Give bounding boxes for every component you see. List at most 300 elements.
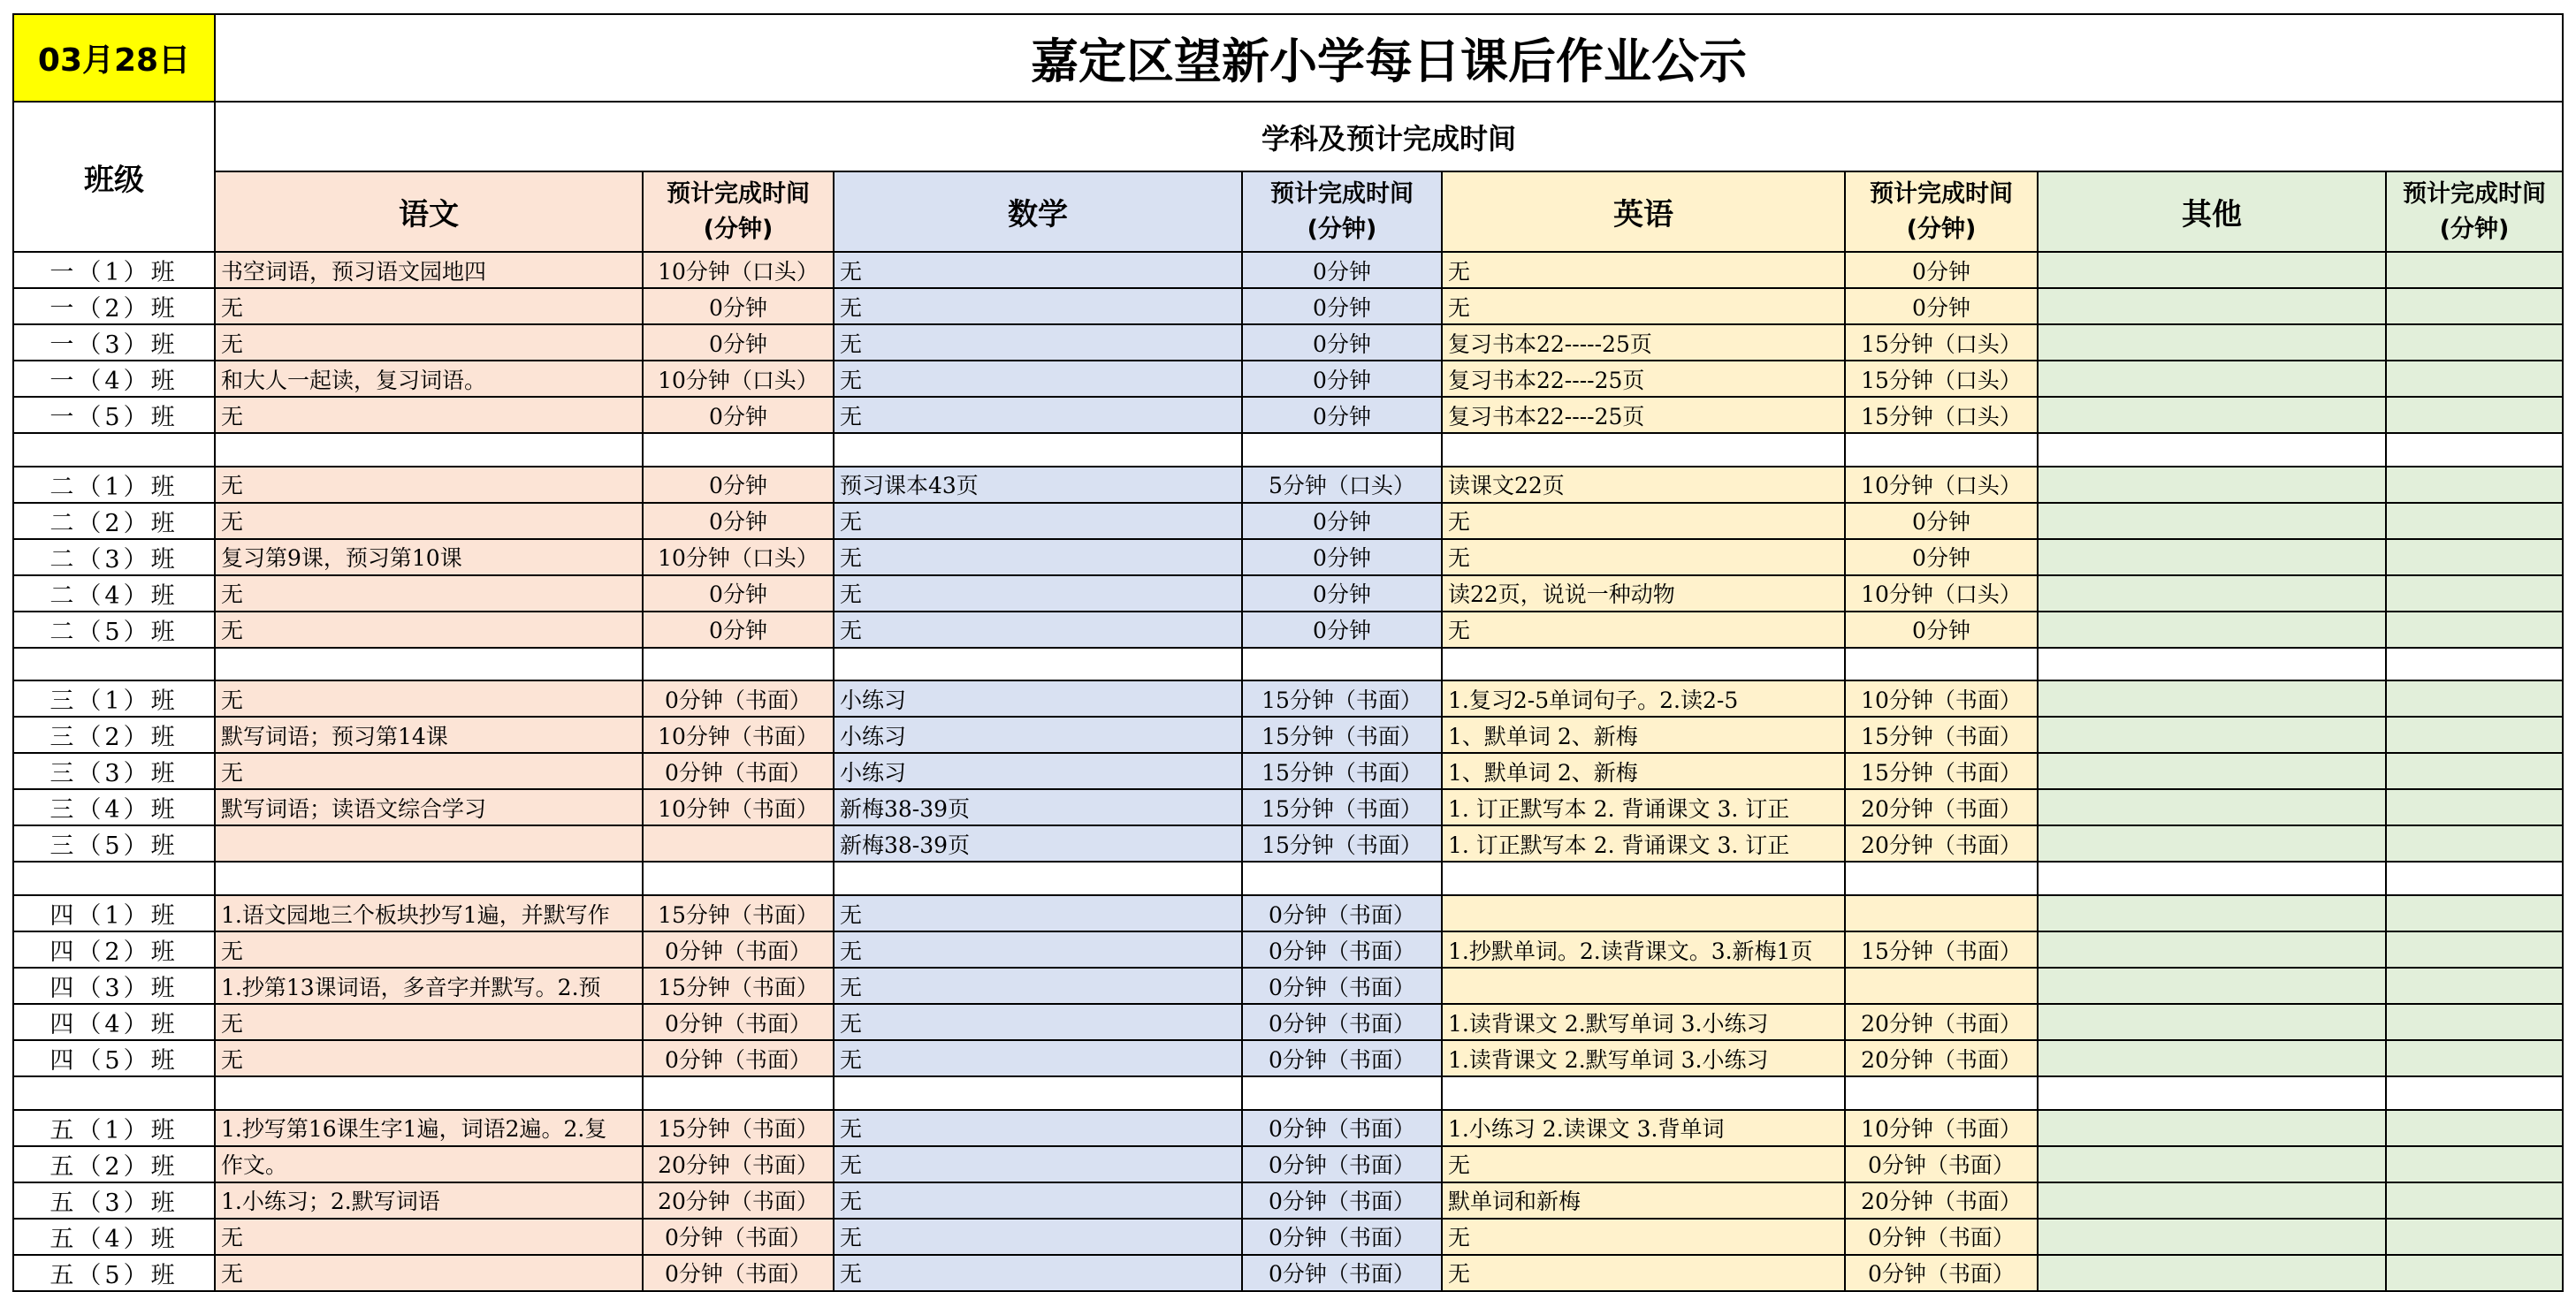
spacer-cell	[643, 433, 834, 467]
english-time-cell	[1845, 895, 2038, 931]
math-homework-cell: 无	[834, 1004, 1242, 1040]
other-time-cell	[2386, 1219, 2563, 1255]
chinese-time-cell: 0分钟（书面）	[643, 680, 834, 717]
other-time-cell	[2386, 680, 2563, 717]
math-time-cell: 0分钟（书面）	[1242, 1040, 1442, 1076]
class-name-cell: 五（3）班	[13, 1182, 215, 1219]
class-name-cell: 四（5）班	[13, 1040, 215, 1076]
homework-table	[12, 13, 2564, 1292]
other-homework-cell	[2038, 361, 2386, 397]
english-time-cell: 0分钟	[1845, 612, 2038, 648]
table-row	[13, 789, 2563, 825]
english-time-cell: 10分钟（书面）	[1845, 1110, 2038, 1146]
english-homework-cell: 1、默单词 2、新梅	[1442, 717, 1845, 753]
other-homework-cell	[2038, 1004, 2386, 1040]
chinese-time-cell: 0分钟	[643, 397, 834, 433]
grade-spacer-row	[13, 433, 2563, 467]
math-homework-cell: 小练习	[834, 680, 1242, 717]
chinese-time-cell: 0分钟（书面）	[643, 1255, 834, 1291]
math-time-cell: 0分钟（书面）	[1242, 1004, 1442, 1040]
chinese-homework-cell: 无	[215, 503, 643, 539]
english-time-cell: 0分钟（书面）	[1845, 1255, 2038, 1291]
spacer-cell	[2386, 648, 2563, 681]
grade-spacer-row	[13, 1076, 2563, 1110]
spacer-cell	[1845, 648, 2038, 681]
english-time-cell: 10分钟（口头）	[1845, 575, 2038, 612]
english-homework-cell: 复习书本22----25页	[1442, 361, 1845, 397]
other-homework-cell	[2038, 1182, 2386, 1219]
math-time-cell: 15分钟（书面）	[1242, 789, 1442, 825]
math-time-cell: 0分钟	[1242, 612, 1442, 648]
other-homework-cell	[2038, 575, 2386, 612]
english-homework-cell: 无	[1442, 252, 1845, 288]
table-row	[13, 1146, 2563, 1182]
chinese-homework-cell: 无	[215, 1040, 643, 1076]
chinese-homework-cell: 默写词语；预习第14课	[215, 717, 643, 753]
chinese-homework-cell: 无	[215, 1004, 643, 1040]
math-time-cell: 0分钟	[1242, 397, 1442, 433]
other-homework-cell	[2038, 968, 2386, 1004]
math-homework-cell: 无	[834, 252, 1242, 288]
spacer-cell	[1442, 433, 1845, 467]
table-row	[13, 1182, 2563, 1219]
english-time-cell: 0分钟（书面）	[1845, 1219, 2038, 1255]
other-homework-cell	[2038, 717, 2386, 753]
math-homework-cell: 无	[834, 1040, 1242, 1076]
math-homework-cell: 新梅38-39页	[834, 789, 1242, 825]
english-time-cell: 20分钟（书面）	[1845, 1004, 2038, 1040]
spacer-cell	[1442, 1076, 1845, 1110]
class-name-cell: 四（3）班	[13, 968, 215, 1004]
chinese-homework-cell	[215, 825, 643, 862]
spacer-cell	[13, 433, 215, 467]
chinese-time-cell: 15分钟（书面）	[643, 895, 834, 931]
math-homework-cell: 无	[834, 1146, 1242, 1182]
spacer-cell	[1242, 862, 1442, 895]
english-time-cell: 0分钟	[1845, 503, 2038, 539]
time-header-line2: (分钟)	[2439, 215, 2510, 243]
english-homework-cell: 1.复习2-5单词句子。2.读2-5	[1442, 680, 1845, 717]
table-row	[13, 895, 2563, 931]
spacer-cell	[215, 648, 643, 681]
table-row	[13, 612, 2563, 648]
other-homework-cell	[2038, 288, 2386, 324]
spacer-cell	[834, 648, 1242, 681]
english-homework-cell: 无	[1442, 1255, 1845, 1291]
spacer-cell	[13, 862, 215, 895]
other-time-cell	[2386, 1110, 2563, 1146]
other-time-cell	[2386, 612, 2563, 648]
math-homework-cell: 无	[834, 397, 1242, 433]
time-header-line2: (分钟)	[1906, 215, 1977, 243]
spacer-cell	[643, 648, 834, 681]
table-row	[13, 968, 2563, 1004]
other-homework-cell	[2038, 789, 2386, 825]
table-row	[13, 467, 2563, 503]
class-name-cell: 二（1）班	[13, 467, 215, 503]
table-row	[13, 324, 2563, 361]
spacer-cell	[215, 433, 643, 467]
other-homework-cell	[2038, 895, 2386, 931]
table-row	[13, 288, 2563, 324]
table-row	[13, 252, 2563, 288]
chinese-time-cell: 10分钟（口头）	[643, 539, 834, 575]
other-time-cell	[2386, 825, 2563, 862]
chinese-time-cell: 0分钟	[643, 612, 834, 648]
spacer-cell	[215, 1076, 643, 1110]
chinese-time-cell: 20分钟（书面）	[643, 1146, 834, 1182]
english-homework-cell: 无	[1442, 612, 1845, 648]
math-time-cell: 0分钟（书面）	[1242, 1182, 1442, 1219]
other-time-cell	[2386, 467, 2563, 503]
english-time-cell: 10分钟（书面）	[1845, 680, 2038, 717]
table-row	[13, 717, 2563, 753]
english-time-cell: 15分钟（口头）	[1845, 361, 2038, 397]
math-homework-cell: 无	[834, 1219, 1242, 1255]
english-time-cell	[1845, 968, 2038, 1004]
date-cell: 03月28日	[13, 14, 215, 102]
class-name-cell: 一（5）班	[13, 397, 215, 433]
other-column-header: 其他	[2038, 171, 2386, 252]
math-homework-cell: 无	[834, 1255, 1242, 1291]
math-time-cell: 15分钟（书面）	[1242, 825, 1442, 862]
math-time-cell: 0分钟	[1242, 324, 1442, 361]
other-homework-cell	[2038, 397, 2386, 433]
other-time-cell	[2386, 575, 2563, 612]
spacer-cell	[2038, 862, 2386, 895]
subject-header: 学科及预计完成时间	[215, 102, 2563, 171]
class-name-cell: 二（2）班	[13, 503, 215, 539]
other-time-column-header	[2386, 171, 2563, 252]
english-time-cell: 15分钟（书面）	[1845, 931, 2038, 968]
other-time-cell	[2386, 717, 2563, 753]
class-name-cell: 一（4）班	[13, 361, 215, 397]
class-name-cell: 一（2）班	[13, 288, 215, 324]
chinese-time-column-header	[643, 171, 834, 252]
other-time-cell	[2386, 1004, 2563, 1040]
other-time-cell	[2386, 968, 2563, 1004]
english-homework-cell: 无	[1442, 503, 1845, 539]
class-name-cell: 三（4）班	[13, 789, 215, 825]
math-time-cell: 0分钟	[1242, 288, 1442, 324]
math-homework-cell: 无	[834, 539, 1242, 575]
table-row	[13, 1219, 2563, 1255]
english-time-cell: 20分钟（书面）	[1845, 1040, 2038, 1076]
math-time-cell: 0分钟	[1242, 361, 1442, 397]
other-time-cell	[2386, 895, 2563, 931]
chinese-time-cell: 0分钟（书面）	[643, 1219, 834, 1255]
spacer-cell	[1242, 1076, 1442, 1110]
class-name-cell: 五（1）班	[13, 1110, 215, 1146]
chinese-time-cell: 0分钟	[643, 467, 834, 503]
spacer-cell	[2386, 433, 2563, 467]
chinese-time-cell: 0分钟（书面）	[643, 931, 834, 968]
class-name-cell: 三（3）班	[13, 753, 215, 789]
math-homework-cell: 新梅38-39页	[834, 825, 1242, 862]
chinese-time-cell	[643, 825, 834, 862]
other-homework-cell	[2038, 1110, 2386, 1146]
chinese-homework-cell: 1.抄写第16课生字1遍，词语2遍。2.复	[215, 1110, 643, 1146]
math-homework-cell: 无	[834, 968, 1242, 1004]
spacer-cell	[1845, 862, 2038, 895]
english-homework-cell: 1.抄默单词。2.读背课文。3.新梅1页	[1442, 931, 1845, 968]
spacer-cell	[643, 1076, 834, 1110]
class-name-cell: 三（1）班	[13, 680, 215, 717]
other-homework-cell	[2038, 931, 2386, 968]
spacer-cell	[2386, 1076, 2563, 1110]
chinese-homework-cell: 无	[215, 753, 643, 789]
spacer-cell	[1242, 433, 1442, 467]
chinese-homework-cell: 默写词语；读语文综合学习	[215, 789, 643, 825]
spacer-cell	[1442, 648, 1845, 681]
other-homework-cell	[2038, 753, 2386, 789]
table-row	[13, 1004, 2563, 1040]
math-time-cell: 15分钟（书面）	[1242, 753, 1442, 789]
chinese-homework-cell: 1.小练习；2.默写词语	[215, 1182, 643, 1219]
chinese-time-cell: 0分钟（书面）	[643, 1004, 834, 1040]
chinese-homework-cell: 无	[215, 931, 643, 968]
english-homework-cell: 无	[1442, 288, 1845, 324]
class-name-cell: 五（4）班	[13, 1219, 215, 1255]
chinese-homework-cell: 作文。	[215, 1146, 643, 1182]
time-header-line1: 预计完成时间	[667, 179, 810, 208]
math-homework-cell: 无	[834, 575, 1242, 612]
math-homework-cell: 无	[834, 288, 1242, 324]
english-homework-cell	[1442, 895, 1845, 931]
english-homework-cell: 无	[1442, 539, 1845, 575]
table-row	[13, 1110, 2563, 1146]
spacer-cell	[643, 862, 834, 895]
english-homework-cell: 读22页，说说一种动物	[1442, 575, 1845, 612]
class-column-header: 班级	[13, 102, 215, 252]
other-time-cell	[2386, 1255, 2563, 1291]
math-homework-cell: 无	[834, 1110, 1242, 1146]
math-homework-cell: 无	[834, 895, 1242, 931]
class-name-cell: 三（2）班	[13, 717, 215, 753]
math-time-cell: 0分钟	[1242, 252, 1442, 288]
math-time-cell: 0分钟（书面）	[1242, 1110, 1442, 1146]
math-time-cell: 0分钟（书面）	[1242, 1146, 1442, 1182]
other-time-cell	[2386, 1182, 2563, 1219]
chinese-time-cell: 0分钟（书面）	[643, 753, 834, 789]
math-time-cell: 0分钟（书面）	[1242, 931, 1442, 968]
english-time-cell: 0分钟	[1845, 539, 2038, 575]
class-name-cell: 二（4）班	[13, 575, 215, 612]
chinese-time-cell: 0分钟（书面）	[643, 1040, 834, 1076]
grade-spacer-row	[13, 862, 2563, 895]
other-homework-cell	[2038, 324, 2386, 361]
chinese-time-cell: 0分钟	[643, 324, 834, 361]
chinese-homework-cell: 无	[215, 1219, 643, 1255]
english-column-header: 英语	[1442, 171, 1845, 252]
other-homework-cell	[2038, 252, 2386, 288]
other-time-cell	[2386, 789, 2563, 825]
chinese-homework-cell: 书空词语，预习语文园地四	[215, 252, 643, 288]
math-homework-cell: 无	[834, 1182, 1242, 1219]
chinese-homework-cell: 无	[215, 612, 643, 648]
class-name-cell: 一（1）班	[13, 252, 215, 288]
english-homework-cell: 默单词和新梅	[1442, 1182, 1845, 1219]
class-name-cell: 二（3）班	[13, 539, 215, 575]
english-homework-cell: 1. 订正默写本 2. 背诵课文 3. 订正	[1442, 825, 1845, 862]
english-time-cell: 10分钟（口头）	[1845, 467, 2038, 503]
class-name-cell: 四（1）班	[13, 895, 215, 931]
spacer-cell	[2038, 648, 2386, 681]
table-row	[13, 539, 2563, 575]
english-homework-cell	[1442, 968, 1845, 1004]
chinese-time-cell: 15分钟（书面）	[643, 1110, 834, 1146]
other-homework-cell	[2038, 612, 2386, 648]
other-homework-cell	[2038, 503, 2386, 539]
other-homework-cell	[2038, 1255, 2386, 1291]
chinese-homework-cell: 复习第9课，预习第10课	[215, 539, 643, 575]
math-homework-cell: 无	[834, 503, 1242, 539]
time-header-line2: (分钟)	[703, 215, 774, 243]
english-time-cell: 15分钟（书面）	[1845, 753, 2038, 789]
class-name-cell: 三（5）班	[13, 825, 215, 862]
english-time-cell: 15分钟（口头）	[1845, 324, 2038, 361]
spacer-cell	[2038, 433, 2386, 467]
table-row	[13, 361, 2563, 397]
chinese-time-cell: 10分钟（口头）	[643, 252, 834, 288]
math-homework-cell: 小练习	[834, 753, 1242, 789]
other-time-cell	[2386, 397, 2563, 433]
english-homework-cell: 复习书本22-----25页	[1442, 324, 1845, 361]
spacer-cell	[834, 1076, 1242, 1110]
chinese-time-cell: 0分钟	[643, 503, 834, 539]
chinese-homework-cell: 无	[215, 680, 643, 717]
math-homework-cell: 无	[834, 361, 1242, 397]
math-time-cell: 0分钟（书面）	[1242, 895, 1442, 931]
table-row	[13, 397, 2563, 433]
math-time-cell: 15分钟（书面）	[1242, 717, 1442, 753]
class-name-cell: 五（2）班	[13, 1146, 215, 1182]
math-homework-cell: 预习课本43页	[834, 467, 1242, 503]
spacer-cell	[2386, 862, 2563, 895]
chinese-time-cell: 15分钟（书面）	[643, 968, 834, 1004]
time-header-line2: (分钟)	[1307, 215, 1377, 243]
grade-spacer-row	[13, 648, 2563, 681]
math-time-cell: 15分钟（书面）	[1242, 680, 1442, 717]
time-header-line1: 预计完成时间	[2403, 179, 2546, 208]
math-homework-cell: 无	[834, 931, 1242, 968]
math-time-cell: 0分钟（书面）	[1242, 1255, 1442, 1291]
spacer-cell	[1242, 648, 1442, 681]
english-homework-cell: 1、默单词 2、新梅	[1442, 753, 1845, 789]
english-homework-cell: 1.小练习 2.读课文 3.背单词	[1442, 1110, 1845, 1146]
chinese-time-cell: 10分钟（书面）	[643, 717, 834, 753]
english-time-cell: 0分钟	[1845, 288, 2038, 324]
english-homework-cell: 1.读背课文 2.默写单词 3.小练习	[1442, 1004, 1845, 1040]
table-row	[13, 825, 2563, 862]
class-name-cell: 四（4）班	[13, 1004, 215, 1040]
chinese-time-cell: 10分钟（书面）	[643, 789, 834, 825]
table-row	[13, 680, 2563, 717]
time-header-line1: 预计完成时间	[1270, 179, 1414, 208]
spacer-cell	[13, 1076, 215, 1110]
english-time-cell: 20分钟（书面）	[1845, 789, 2038, 825]
spacer-cell	[834, 862, 1242, 895]
chinese-time-cell: 20分钟（书面）	[643, 1182, 834, 1219]
english-homework-cell: 复习书本22----25页	[1442, 397, 1845, 433]
english-time-cell: 15分钟（口头）	[1845, 397, 2038, 433]
english-homework-cell: 1. 订正默写本 2. 背诵课文 3. 订正	[1442, 789, 1845, 825]
table-row	[13, 931, 2563, 968]
chinese-column-header: 语文	[215, 171, 643, 252]
math-time-cell: 0分钟	[1242, 539, 1442, 575]
chinese-homework-cell: 无	[215, 288, 643, 324]
chinese-time-cell: 0分钟	[643, 575, 834, 612]
chinese-homework-cell: 无	[215, 1255, 643, 1291]
time-header-line1: 预计完成时间	[1870, 179, 2013, 208]
other-homework-cell	[2038, 1146, 2386, 1182]
chinese-homework-cell: 无	[215, 397, 643, 433]
other-homework-cell	[2038, 825, 2386, 862]
other-homework-cell	[2038, 539, 2386, 575]
other-homework-cell	[2038, 680, 2386, 717]
other-time-cell	[2386, 503, 2563, 539]
english-time-cell: 20分钟（书面）	[1845, 1182, 2038, 1219]
english-homework-cell: 读课文22页	[1442, 467, 1845, 503]
other-time-cell	[2386, 361, 2563, 397]
chinese-homework-cell: 和大人一起读，复习词语。	[215, 361, 643, 397]
table-row	[13, 575, 2563, 612]
spacer-cell	[2038, 1076, 2386, 1110]
class-name-cell: 一（3）班	[13, 324, 215, 361]
chinese-homework-cell: 无	[215, 467, 643, 503]
math-homework-cell: 无	[834, 612, 1242, 648]
spacer-cell	[13, 648, 215, 681]
spacer-cell	[215, 862, 643, 895]
chinese-time-cell: 10分钟（口头）	[643, 361, 834, 397]
other-homework-cell	[2038, 1040, 2386, 1076]
chinese-time-cell: 0分钟	[643, 288, 834, 324]
other-homework-cell	[2038, 467, 2386, 503]
class-name-cell: 四（2）班	[13, 931, 215, 968]
spacer-cell	[834, 433, 1242, 467]
other-time-cell	[2386, 288, 2563, 324]
english-time-cell: 15分钟（书面）	[1845, 717, 2038, 753]
math-time-column-header	[1242, 171, 1442, 252]
chinese-homework-cell: 无	[215, 324, 643, 361]
math-time-cell: 0分钟（书面）	[1242, 968, 1442, 1004]
math-homework-cell: 小练习	[834, 717, 1242, 753]
math-time-cell: 0分钟	[1242, 503, 1442, 539]
class-name-cell: 五（5）班	[13, 1255, 215, 1291]
table-row	[13, 1255, 2563, 1291]
math-time-cell: 0分钟	[1242, 575, 1442, 612]
math-column-header: 数学	[834, 171, 1242, 252]
spacer-cell	[1845, 1076, 2038, 1110]
english-time-cell: 0分钟	[1845, 252, 2038, 288]
english-time-cell: 20分钟（书面）	[1845, 825, 2038, 862]
chinese-homework-cell: 1.语文园地三个板块抄写1遍，并默写作	[215, 895, 643, 931]
page-title: 嘉定区望新小学每日课后作业公示	[215, 14, 2563, 102]
table-row	[13, 503, 2563, 539]
english-time-cell: 0分钟（书面）	[1845, 1146, 2038, 1182]
english-homework-cell: 1.读背课文 2.默写单词 3.小练习	[1442, 1040, 1845, 1076]
chinese-homework-cell: 无	[215, 575, 643, 612]
english-homework-cell: 无	[1442, 1146, 1845, 1182]
other-homework-cell	[2038, 1219, 2386, 1255]
english-time-column-header	[1845, 171, 2038, 252]
class-name-cell: 二（5）班	[13, 612, 215, 648]
other-time-cell	[2386, 252, 2563, 288]
table-row	[13, 1040, 2563, 1076]
other-time-cell	[2386, 1040, 2563, 1076]
english-homework-cell: 无	[1442, 1219, 1845, 1255]
chinese-homework-cell: 1.抄第13课词语，多音字并默写。2.预	[215, 968, 643, 1004]
